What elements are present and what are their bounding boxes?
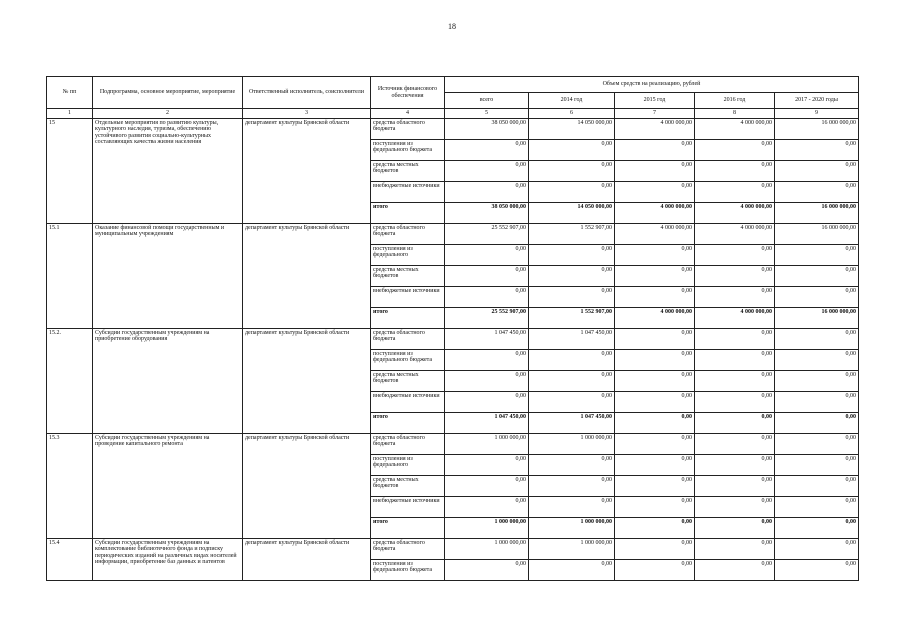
amount-cell: 16 000 000,00 [775,202,859,223]
amount-cell: 16 000 000,00 [775,118,859,139]
amount-cell: 1 047 450,00 [529,412,615,433]
amount-cell: 0,00 [695,433,775,454]
header-program: Подпрограмма, основное мероприятие, мероприятие [93,77,243,109]
amount-cell: 0,00 [529,559,615,580]
amount-cell: 0,00 [529,475,615,496]
amount-cell: 0,00 [695,139,775,160]
header-volume: Объем средств на реализацию, рублей [445,77,859,93]
amount-cell: 0,00 [615,391,695,412]
funding-source: поступления из федерального бюджета [371,349,445,370]
amount-cell: 0,00 [445,160,529,181]
amount-cell: 0,00 [615,139,695,160]
amount-cell: 0,00 [775,349,859,370]
amount-cell: 0,00 [615,559,695,580]
amount-cell: 0,00 [775,328,859,349]
amount-cell: 14 050 000,00 [529,202,615,223]
amount-cell: 0,00 [615,244,695,265]
amount-cell: 4 000 000,00 [695,223,775,244]
header-2015: 2015 год [615,93,695,109]
amount-cell: 1 000 000,00 [445,517,529,538]
amount-cell: 0,00 [775,391,859,412]
item-executor: департамент культуры Брянской области [243,538,371,580]
amount-cell: 1 000 000,00 [529,517,615,538]
column-index: 4 [371,109,445,119]
amount-cell: 4 000 000,00 [615,118,695,139]
amount-cell: 0,00 [445,286,529,307]
amount-cell: 0,00 [695,475,775,496]
funding-source: внебюджетные источники [371,496,445,517]
column-index-row [47,109,859,119]
item-number: 15.2. [47,328,93,433]
funding-source: внебюджетные источники [371,391,445,412]
item-executor: департамент культуры Брянской области [243,118,371,223]
item-executor: департамент культуры Брянской области [243,433,371,538]
amount-cell: 0,00 [529,139,615,160]
funding-source: средства областного бюджета [371,118,445,139]
amount-cell: 0,00 [615,181,695,202]
item-name: Субсидии государственным учреждениям на приобретение оборудования [93,328,243,433]
amount-cell: 0,00 [695,538,775,559]
amount-cell: 4 000 000,00 [615,202,695,223]
funding-source: поступления из федерального [371,244,445,265]
amount-cell: 0,00 [775,475,859,496]
header-total: всего [445,93,529,109]
amount-cell: 16 000 000,00 [775,307,859,328]
amount-cell: 0,00 [695,265,775,286]
amount-cell: 0,00 [529,496,615,517]
amount-cell: 0,00 [695,181,775,202]
budget-table [46,76,859,581]
amount-cell: 0,00 [775,454,859,475]
funding-source: итого [371,412,445,433]
amount-cell: 0,00 [529,454,615,475]
funding-source: средства местных бюджетов [371,475,445,496]
item-name: Субсидии государственным учреждениям на комплектование библиотечного фонда и подписку периодических изданий на различных видах носителей информации, приобретение баз данных и патентов [93,538,243,580]
amount-cell: 0,00 [615,538,695,559]
amount-cell: 1 000 000,00 [529,433,615,454]
amount-cell: 0,00 [445,496,529,517]
amount-cell: 0,00 [775,412,859,433]
item-name: Оказание финансовой помощи государственным и муниципальным учреждениям [93,223,243,328]
table-row [47,538,859,559]
amount-cell: 0,00 [615,349,695,370]
item-name: Субсидии государственным учреждениям на проведение капитального ремонта [93,433,243,538]
header-2014: 2014 год [529,93,615,109]
amount-cell: 25 552 907,00 [445,307,529,328]
column-index: 3 [243,109,371,119]
item-number: 15 [47,118,93,223]
amount-cell: 0,00 [615,160,695,181]
amount-cell: 0,00 [775,433,859,454]
amount-cell: 0,00 [695,496,775,517]
column-index: 8 [695,109,775,119]
amount-cell: 1 552 907,00 [529,223,615,244]
amount-cell: 1 047 450,00 [529,328,615,349]
funding-source: поступления из федерального бюджета [371,139,445,160]
item-executor: департамент культуры Брянской области [243,223,371,328]
funding-source: средства местных бюджетов [371,160,445,181]
amount-cell: 0,00 [775,286,859,307]
amount-cell: 0,00 [615,454,695,475]
amount-cell: 0,00 [695,454,775,475]
amount-cell: 0,00 [615,370,695,391]
amount-cell: 0,00 [445,181,529,202]
amount-cell: 14 050 000,00 [529,118,615,139]
amount-cell: 16 000 000,00 [775,223,859,244]
item-number: 15.1 [47,223,93,328]
amount-cell: 0,00 [695,349,775,370]
amount-cell: 1 047 450,00 [445,328,529,349]
amount-cell: 38 050 000,00 [445,202,529,223]
funding-source: итого [371,202,445,223]
header-2016: 2016 год [695,93,775,109]
amount-cell: 0,00 [445,559,529,580]
column-index: 9 [775,109,859,119]
column-index: 5 [445,109,529,119]
page-number: 18 [448,22,456,31]
amount-cell: 0,00 [529,181,615,202]
table-row [47,118,859,139]
amount-cell: 0,00 [445,139,529,160]
amount-cell: 0,00 [529,349,615,370]
amount-cell: 0,00 [615,328,695,349]
amount-cell: 1 552 907,00 [529,307,615,328]
amount-cell: 0,00 [775,496,859,517]
amount-cell: 0,00 [529,265,615,286]
amount-cell: 0,00 [615,475,695,496]
amount-cell: 0,00 [695,370,775,391]
amount-cell: 0,00 [615,412,695,433]
amount-cell: 1 047 450,00 [445,412,529,433]
amount-cell: 0,00 [775,244,859,265]
amount-cell: 0,00 [615,496,695,517]
column-index: 7 [615,109,695,119]
item-executor: департамент культуры Брянской области [243,328,371,433]
amount-cell: 0,00 [695,559,775,580]
funding-source: средства местных бюджетов [371,265,445,286]
amount-cell: 38 050 000,00 [445,118,529,139]
item-number: 15.3 [47,433,93,538]
funding-source: средства областного бюджета [371,328,445,349]
amount-cell: 0,00 [775,559,859,580]
funding-source: средства областного бюджета [371,433,445,454]
funding-source: внебюджетные источники [371,181,445,202]
amount-cell: 1 000 000,00 [445,538,529,559]
amount-cell: 0,00 [529,286,615,307]
amount-cell: 0,00 [695,412,775,433]
table-row [47,433,859,454]
amount-cell: 25 552 907,00 [445,223,529,244]
header-source: Источник финансового обеспечения [371,77,445,109]
header-executor: Ответственный исполнитель, соисполнители [243,77,371,109]
funding-source: поступления из федерального [371,454,445,475]
amount-cell: 0,00 [695,517,775,538]
column-index: 1 [47,109,93,119]
amount-cell: 0,00 [445,349,529,370]
amount-cell: 0,00 [445,244,529,265]
amount-cell: 0,00 [445,454,529,475]
amount-cell: 0,00 [775,139,859,160]
amount-cell: 0,00 [695,160,775,181]
amount-cell: 0,00 [445,391,529,412]
amount-cell: 0,00 [775,517,859,538]
funding-source: средства местных бюджетов [371,370,445,391]
header-2017-2020: 2017 - 2020 годы [775,93,859,109]
amount-cell: 0,00 [615,265,695,286]
amount-cell: 0,00 [529,244,615,265]
column-index: 6 [529,109,615,119]
amount-cell: 4 000 000,00 [695,202,775,223]
amount-cell: 0,00 [615,433,695,454]
amount-cell: 0,00 [775,181,859,202]
amount-cell: 0,00 [445,475,529,496]
amount-cell: 0,00 [445,370,529,391]
amount-cell: 0,00 [695,328,775,349]
funding-source: средства областного бюджета [371,223,445,244]
amount-cell: 0,00 [695,286,775,307]
amount-cell: 1 000 000,00 [529,538,615,559]
header-num: № пп [47,77,93,109]
amount-cell: 0,00 [695,244,775,265]
amount-cell: 4 000 000,00 [615,223,695,244]
amount-cell: 0,00 [529,160,615,181]
table-row [47,223,859,244]
amount-cell: 0,00 [775,160,859,181]
amount-cell: 0,00 [445,265,529,286]
amount-cell: 4 000 000,00 [695,118,775,139]
item-name: Отдельные мероприятия по развитию культуры, культурного наследия, туризма, обеспечению устойчивого развития социально-культурных составляющих качества жизни населения [93,118,243,223]
funding-source: итого [371,517,445,538]
amount-cell: 0,00 [615,517,695,538]
funding-source: средства областного бюджета [371,538,445,559]
amount-cell: 0,00 [695,391,775,412]
amount-cell: 0,00 [529,391,615,412]
item-number: 15.4 [47,538,93,580]
amount-cell: 0,00 [529,370,615,391]
funding-source: итого [371,307,445,328]
amount-cell: 1 000 000,00 [445,433,529,454]
amount-cell: 0,00 [775,265,859,286]
amount-cell: 0,00 [615,286,695,307]
table-row [47,328,859,349]
amount-cell: 0,00 [775,538,859,559]
amount-cell: 0,00 [775,370,859,391]
amount-cell: 4 000 000,00 [615,307,695,328]
funding-source: поступления из федерального бюджета [371,559,445,580]
amount-cell: 4 000 000,00 [695,307,775,328]
funding-source: внебюджетные источники [371,286,445,307]
column-index: 2 [93,109,243,119]
